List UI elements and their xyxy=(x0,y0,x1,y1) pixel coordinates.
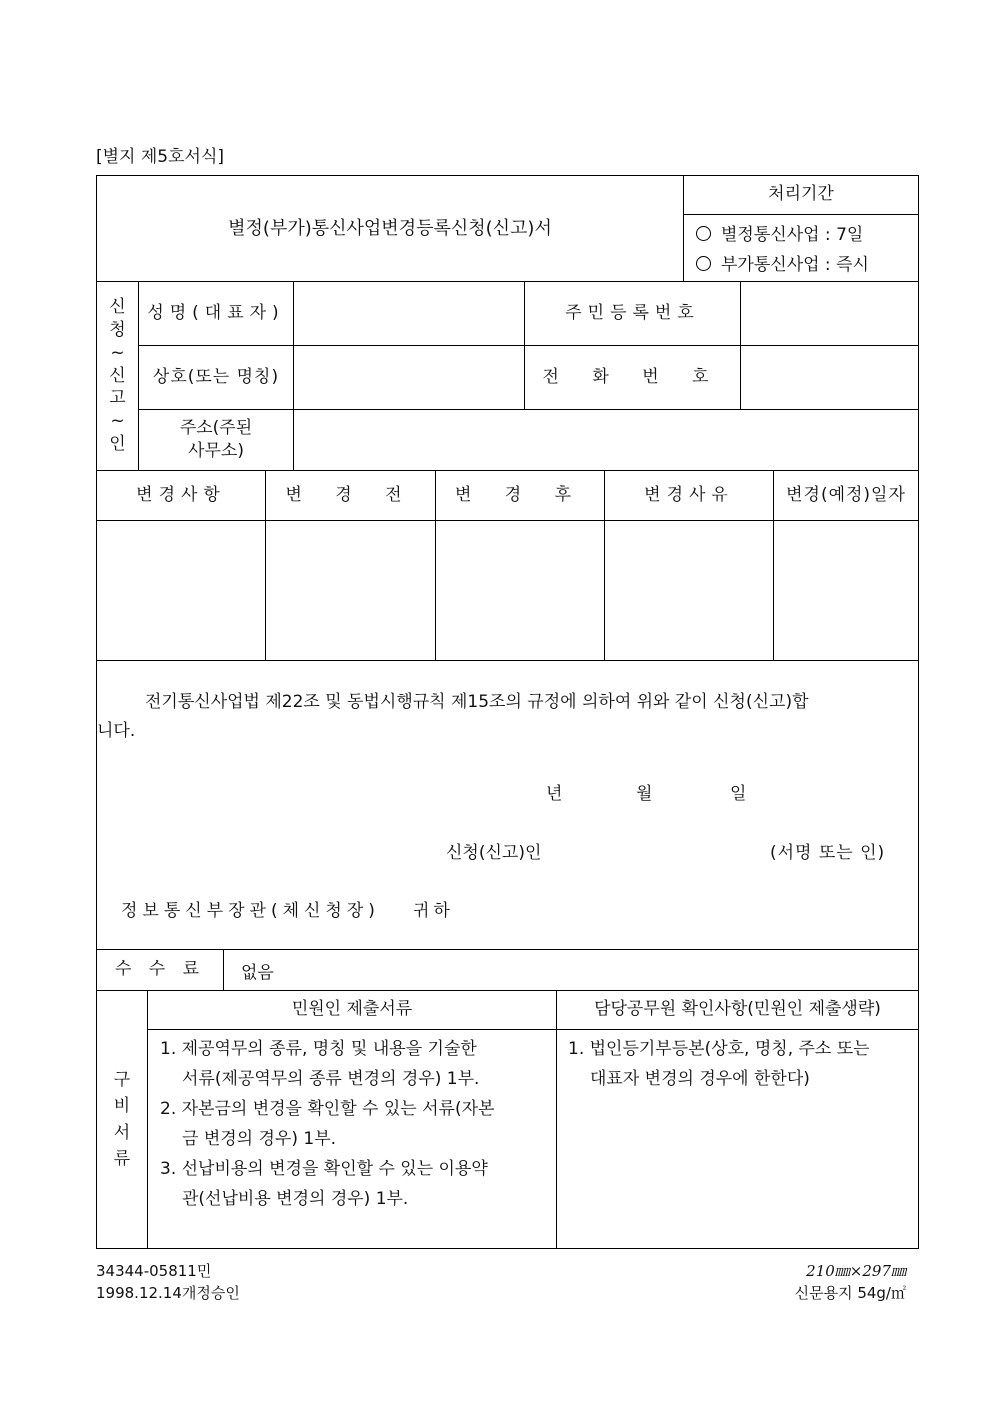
after-change-field[interactable] xyxy=(436,521,604,660)
id-number-field[interactable] xyxy=(741,282,918,345)
before-change-header: 변 경 전 xyxy=(285,484,416,505)
list-item: 3. 선납비용의 변경을 확인할 수 있는 이용약 xyxy=(160,1159,488,1179)
name-label: 성명(대표자) xyxy=(147,302,285,323)
list-item: 1. 법인등기부등본(상호, 명칭, 주소 또는 xyxy=(568,1039,870,1059)
list-item: 2. 자본금의 변경을 확인할 수 있는 서류(자본 xyxy=(160,1099,495,1119)
recipient-suffix: 귀하 xyxy=(413,901,454,921)
processing-item: 별정통신사업 : 7일 xyxy=(696,220,869,250)
month-label: 월 xyxy=(636,784,653,804)
submit-docs-header: 민원인 제출서류 xyxy=(291,999,413,1020)
statement-line-2: 니다. xyxy=(97,721,136,741)
form-title: 별정(부가)통신사업변경등록신청(신고)서 xyxy=(228,218,552,239)
processing-list xyxy=(696,220,869,280)
name-field[interactable] xyxy=(294,282,524,345)
paper-size: 210㎜×297㎜ xyxy=(806,1262,906,1280)
list-item: 대표자 변경의 경우에 한한다) xyxy=(590,1069,810,1089)
change-item-field[interactable] xyxy=(97,521,265,660)
change-item-header: 변경사항 xyxy=(136,484,226,505)
submit-docs-list xyxy=(160,1034,556,1214)
applicant-side-label: 신 청 ~ 신 고 ~ 인 xyxy=(109,296,126,455)
form-number: 34344-05811민 xyxy=(96,1262,212,1280)
check-docs-list xyxy=(568,1034,918,1094)
applicant-sign-label: 신청(신고)인 xyxy=(446,843,542,863)
form-code: [별지 제5호서식] xyxy=(96,147,225,167)
fee-label: 수 수 료 xyxy=(114,959,206,980)
change-date-header: 변경(예정)일자 xyxy=(786,484,906,505)
phone-field[interactable] xyxy=(741,346,918,409)
circle-icon xyxy=(696,226,711,241)
processing-item: 부가통신사업 : 즉시 xyxy=(696,250,869,280)
circle-icon xyxy=(696,256,711,271)
paper-type: 신문용지 54g/㎡ xyxy=(794,1284,906,1302)
change-reason-field[interactable] xyxy=(605,521,773,660)
change-date-field[interactable] xyxy=(774,521,918,660)
after-change-header: 변 경 후 xyxy=(454,484,586,505)
change-reason-header: 변경사유 xyxy=(644,484,734,505)
check-docs-header: 담당공무원 확인사항(민원인 제출생략) xyxy=(594,999,881,1020)
fee-value: 없음 xyxy=(241,963,274,983)
statement-line-1: 전기통신사업법 제22조 및 동법시행규칙 제15조의 규정에 의하여 위와 같이 신청(신고)합 xyxy=(145,692,809,712)
company-field[interactable] xyxy=(294,346,524,409)
before-change-field[interactable] xyxy=(266,521,435,660)
phone-label: 전 화 번 호 xyxy=(542,366,723,387)
company-label: 상호(또는 명칭) xyxy=(152,366,280,387)
address-field[interactable] xyxy=(294,410,918,470)
day-label: 일 xyxy=(730,784,747,804)
list-item: 1. 제공역무의 종류, 명칭 및 내용을 기술한 xyxy=(160,1039,477,1059)
list-item: 관(선납비용 변경의 경우) 1부. xyxy=(182,1189,409,1209)
approval-date: 1998.12.14개정승인 xyxy=(96,1284,240,1302)
id-number-label: 주민등록번호 xyxy=(565,302,700,323)
list-item: 서류(제공역무의 종류 변경의 경우) 1부. xyxy=(182,1069,480,1089)
year-label: 년 xyxy=(546,784,563,804)
recipient-label: 정보통신부장관(체신청장) xyxy=(121,901,380,921)
signature-label: (서명 또는 인) xyxy=(770,843,886,863)
list-item: 금 변경의 경우) 1부. xyxy=(182,1129,337,1149)
address-label: 주소(주된 사무소) xyxy=(179,418,253,461)
documents-side-label: 구 비 서 류 xyxy=(113,1069,131,1169)
processing-header: 처리기간 xyxy=(768,184,834,205)
